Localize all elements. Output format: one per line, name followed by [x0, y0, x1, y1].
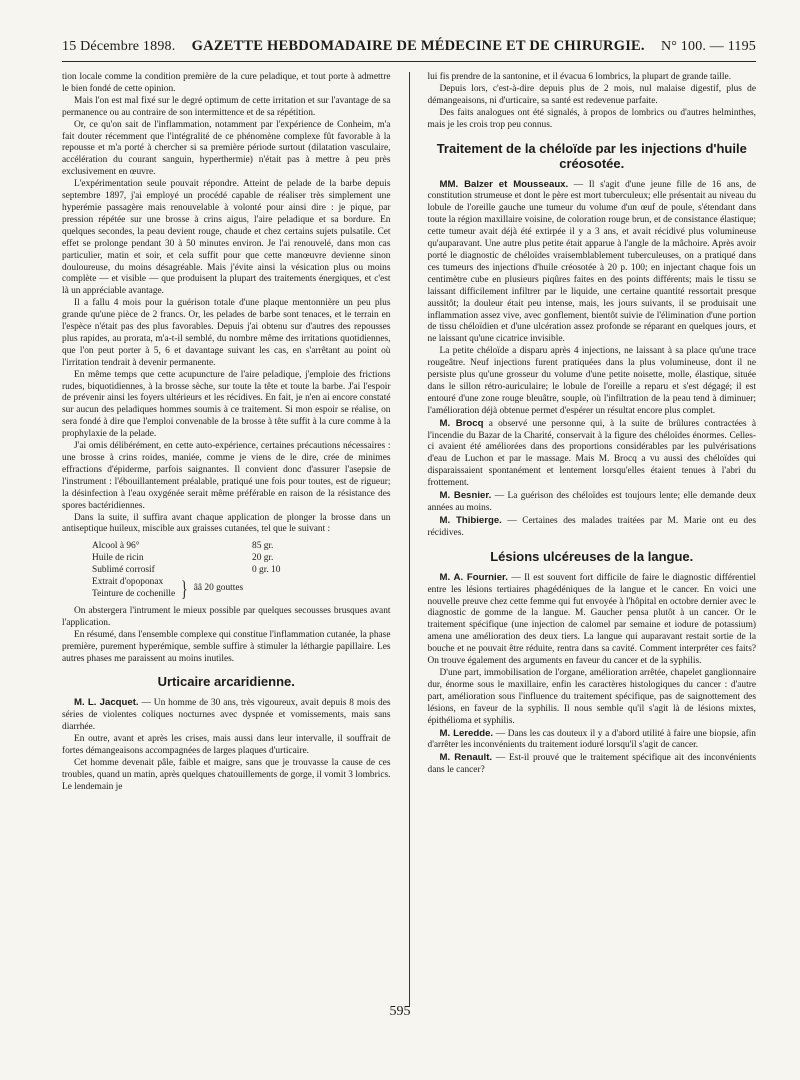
- ingredient-qty: 0 gr. 10: [252, 565, 281, 576]
- prescription-formula: [92, 541, 391, 601]
- speaker-name: M. Renault.: [439, 752, 493, 764]
- paragraph: Cet homme devenait pâle, faible et maigre, sans que je trouvasse la cause de ces troubles, quand un matin, après quelques chatouillements de gorge, il vomit 3 lombrics. Le lendemain je: [62, 757, 391, 792]
- paragraph-text: a observé une personne qui, à la suite de brûlures contractées à l'incendie du Bazar de la Charité, conservait à la figure des chéloïdes énormes. Celles-ci avaient été améliorées dans des proportions considérables par les pulvérisations d'eau de Luchon et par le massage. Mais M. Brocq a vu aussi des chéloïdes qui disparaissaient spontanément et lentement lorsqu'elles étaient tenues à l'abri du frottement.: [427, 418, 756, 489]
- paragraph-text: — Dans les cas douteux il y a d'abord utilité à faire une biopsie, afin d'arrêter les inconvénients du traitement ioduré lorsqu'il s'agit de cancer.: [427, 728, 756, 751]
- paragraph: [428, 752, 757, 777]
- paragraph-text: — La guérison des chéloïdes est toujours lente; elle demande deux années au moins.: [427, 491, 756, 513]
- paragraph-text: — Il s'agit d'une jeune fille de 16 ans, de constitution strumeuse et dont le père est mort tuberculeux; elle présentait au niveau du lobule de l'oreille gauche une tumeur du volume d'un œuf de poule, s'étendant dans toute la région maxillaire voisine, de coloration rouge brun, et de consistance élastique; cette tumeur avait déjà été extirpée il y a 3 ans, et avait récidivé plus volumineuse qu'auparavant. Une autre plus petite était apparue à l'angle de la mâchoire. Après avoir porté le diagnostic de chéloïdes vraisemblablement tuberculeuses, on a pratiqué dans ces tumeurs des injections d'huile créosotée à 20 p. 100; en injectant chaque fois un centimètre cube en plusieurs piqûres faites en des points différents; mais le tissu se laissant difficilement infiltrer par le liquide, une certaine quantité ressortait presque aussitôt; la douleur était peu intense, mais, les jours suivants, il se produisait une inflammation assez vive, avec gonflement, bientôt suivie de l'élimination d'une portion de tissu chéloïdien et d'une ulcération assez profonde se réparant en quelques jours, et ne laissant qu'une cicatrice invisible.: [427, 179, 756, 345]
- issue-page: N° 100. — 1195: [660, 39, 756, 54]
- paragraph: [428, 572, 757, 668]
- paragraph: [428, 728, 757, 753]
- paragraph: Il a fallu 4 mois pour la guérison totale d'une plaque mentonnière un peu plus grande qu'une pièce de 2 francs. Or, les pelades de barbe sont tenaces, et le terrain en l'espèce n'était pas des plus favorables. Depuis j'ai obtenu sur d'autres des repousses plus rapides, au prorata, m'a-t-il semblé, du nombre même des irritations quotidiennes, que l'on peut porter à 5, 6 et davantage suivant les cas, en s'arrêtant au point où l'irritation tendrait à devenir permanente.: [62, 298, 391, 368]
- paragraph: [428, 418, 757, 490]
- brace-glyph: }: [181, 575, 188, 601]
- ingredient-qty: 85 gr.: [252, 541, 274, 552]
- paragraph: [62, 697, 391, 734]
- paragraph-text: — Il est souvent fort difficile de faire le diagnostic différentiel entre les lésions tertiaires phagédéniques de la langue et le cancer. En voici une nouvelle preuve chez cette femme qui fut envoyée à l'hôpital en octobre dernier avec le diagnostic de gomme de la langue. M. Gaucher pensa plutôt à un cancer. Or le traitement spécifique (une injection de calomel par semaine et iodure de potassium) amena une amélioration des deux tiers. La langue qui auparavant restait sortie de la bouche et ne pouvait être réduite, rentra dans sa cavité. Comment interpréter ces faits? On trouve également des arguments en faveur du cancer et de la syphilis.: [427, 572, 756, 667]
- paragraph: L'expérimentation seule pouvait répondre. Atteint de pelade de la barbe depuis septembre 1897, j'ai employé un procédé capable de réaliser très simplement une hyperémie passagère mais renouvelable à volonté pour ainsi dire : je pique, par pression répétée sur une brosse à crins aigus, l'aire peladique et sa bordure. En quelques secondes, la peau devient rouge, chaude et chez certains sujets pulsatile. Cet effet se prolonge pendant 30 à 50 minutes environ. Je l'ai renouvelé, dans mon cas particulier, matin et soir, et cela suffit pour que cette manœuvre devienne sinon douloureuse, du moins désagréable. Mais j'évite ainsi la vésication plus ou moins complète — et visible — que produisent la plupart des traitements énergiques, et c'est là un appréciable avantage.: [62, 179, 391, 297]
- paragraph: Depuis lors, c'est-à-dire depuis plus de 2 mois, nul malaise digestif, plus de démangeaisons, ni d'urticaire, sa santé est redevenue parfaite.: [427, 83, 756, 106]
- formula-group: [92, 577, 391, 601]
- formula-line: [92, 553, 391, 565]
- left-column: [62, 72, 391, 1007]
- journal-title: GAZETTE HEBDOMADAIRE DE MÉDECINE ET DE CHIRURGIE.: [191, 38, 645, 54]
- speaker-name: M. L. Jacquet.: [74, 697, 139, 709]
- paragraph: Mais l'on est mal fixé sur le degré optimum de cette irritation et sur l'avantage de sa permanence ou au contraire de son intermittence et de sa répétition.: [62, 95, 391, 118]
- header-rule: [62, 61, 756, 62]
- right-column: [428, 72, 757, 1007]
- paragraph: En résumé, dans l'ensemble complexe qui constitue l'inflammation cutanée, la phase première, purement hyperémique, semble suffire à stimuler la léthargie papillaire. Les autres phases me paraissent au moins inutiles.: [62, 629, 391, 664]
- header-date: 15 Décembre 1898.: [62, 39, 176, 54]
- paragraph: Dans la suite, il suffira avant chaque application de plonger la brosse dans un antiseptique huileux, miscible aux graisses cutanées, tel que le suivant :: [62, 512, 391, 535]
- group-qty: ââ 20 gouttes: [193, 583, 244, 594]
- speaker-name: M. Besnier.: [439, 490, 492, 502]
- speaker-name: MM. Balzer et Mousseaux.: [439, 178, 569, 190]
- ingredient-qty: 20 gr.: [252, 553, 274, 564]
- paragraph: En même temps que cette acupuncture de l'aire peladique, j'emploie des frictions rudes, biquotidiennes, à la brosse sèche, sur toute la tête et toute la barbe. J'ai l'espoir de prévenir ainsi les foyers ultérieurs et les récidives. En fait, je n'en ai encore constaté sur aucun des peladiques hommes soumis à ce traitement. Si mon espoir se réalise, on sera fondé à dire que l'emploi convenable de la brosse à tête suffit à la cure comme à la prophylaxie de la pelade.: [62, 369, 391, 440]
- ingredient-name: Alcool à 96°: [92, 541, 140, 552]
- speaker-name: M. Thibierge.: [439, 514, 502, 526]
- paragraph: J'ai omis délibérément, en cette auto-expérience, certaines précautions nécessaires : une brosse à crins roides, maniée, comme je viens de le dire, crée de minimes effractions d'épiderme, parfois saignantes. Il convient donc d'assurer l'asepsie de l'instrument : l'ébouillantement préalable, pratiqué une fois pour toutes, est de rigueur; la désinfection à l'eau oxygénée serait même préférable en raison de la résistance des spores bactéridiennes.: [62, 441, 391, 511]
- paragraph-text: — Certaines des malades traitées par M. Marie ont eu des récidives.: [427, 515, 756, 538]
- ingredient-name: Extrait d'opoponax: [92, 577, 164, 588]
- section-heading: Lésions ulcéreuses de la langue.: [490, 548, 694, 564]
- paragraph: D'une part, immobilisation de l'organe, amélioration arrêtée, chapelet ganglionnaire dur, énorme sous le maxillaire, enfin les caractères histologiques du cancer : d'autre part, amélioration sous l'influence du traitement spécifique, pas de saignottement des lésions, en faveur de la syphilis. Il nous semble qu'il s'agit là de lésions mixtes, épithélioma et syphilis.: [427, 667, 756, 726]
- paragraph: Or, ce qu'on sait de l'inflammation, notamment par l'expérience de Conheim, m'a fait douter récemment que l'intégralité de ce phénomène complexe fût favorable à la repousse et m'a porté à chercher si sa première période surtout (dilatation vasculaire, accélération du courant sanguin, hyperthermie) n'était pas à mettre à peu près exclusivement en œuvre.: [62, 119, 391, 178]
- formula-group-names: [92, 577, 175, 601]
- paragraph: [428, 515, 757, 540]
- paragraph: En outre, avant et après les crises, mais aussi dans leur intervalle, il souffrait de fortes démangeaisons accompagnées de larges plaques d'urticaire.: [62, 734, 391, 757]
- paragraph-text: — Un homme de 30 ans, très vigoureux, avait depuis 8 mois des séries de violentes coliques nocturnes avec dyspnée et vomissements, mais sans diarrhée.: [62, 698, 391, 733]
- paragraph: tion locale comme la condition première de la cure peladique, et tout porte à admettre le bien fondé de cette opinion.: [62, 72, 391, 94]
- speaker-name: M. A. Fournier.: [439, 571, 508, 583]
- paragraph: [428, 490, 757, 515]
- section-heading: Urticaire arcaridienne.: [157, 674, 295, 690]
- column-divider: [409, 72, 410, 1007]
- running-head: [62, 38, 756, 61]
- paragraph: Des faits analogues ont été signalés, à propos de lombrics ou d'autres helminthes, mais je les crois trop peu connus.: [427, 107, 756, 130]
- paragraph: La petite chéloïde a disparu après 4 injections, ne laissant à sa place qu'une trace rougeâtre. Neuf injections furent pratiquées dans la plus volumineuse, dont il ne persiste plus qu'une grosseur du volume d'une petite noisette, molle, élastique, située dans le sillon rétro-auriculaire; le lobule de l'oreille a reparu et s'est dégagé; il est entouré d'une zone rouge bleuâtre, souple, où l'infiltration de la peau tend à diminuer; l'amélioration déjà obtenue permet d'espérer un résultat encore plus complet.: [427, 346, 756, 416]
- formula-line: [92, 541, 391, 553]
- formula-line: [92, 565, 391, 577]
- ingredient-name: Teinture de cochenille: [92, 588, 176, 599]
- speaker-name: M. Brocq: [439, 417, 484, 429]
- paragraph: On abstergera l'intrument le mieux possible par quelques secousses brusques avant l'application.: [62, 605, 391, 628]
- ingredient-name: Huile de ricin: [92, 553, 144, 564]
- ingredient-name: Sublimé corrosif: [92, 565, 155, 576]
- two-column-body: [62, 72, 756, 1007]
- section-heading: Traitement de la chéloïde par les injections d'huile créosotée.: [436, 140, 747, 171]
- speaker-name: M. Leredde.: [439, 727, 494, 739]
- paragraph: [428, 179, 757, 347]
- paragraph: lui fis prendre de la santonine, et il évacua 6 lombrics, la plupart de grande taille.: [427, 72, 732, 82]
- page-number: 595: [389, 1004, 411, 1019]
- paragraph-text: — Est-il prouvé que le traitement spécifique ait des inconvénients dans le cancer?: [427, 753, 756, 776]
